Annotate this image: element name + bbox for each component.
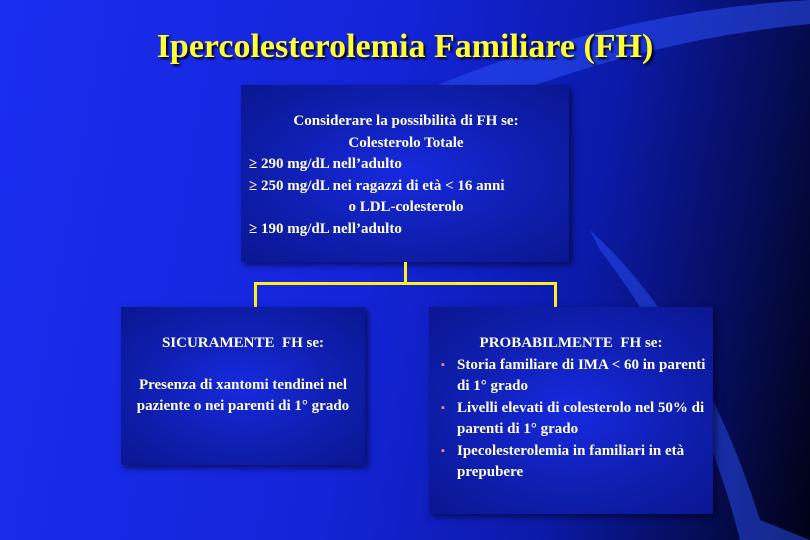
criteria-line-ldl: o LDL-colesterolo: [348, 199, 464, 215]
list-item: ▪ Storia familiare di IMA < 60 in parenti di 1° grado: [441, 356, 706, 394]
criteria-line-adult-ldl: ≥ 190 mg/dL nell’adulto: [249, 220, 402, 237]
connector-horizontal: [254, 282, 557, 285]
list-item: ▪ Livelli elevati di colesterolo nel 50% di parenti di 1° grado: [441, 399, 705, 437]
criteria-box: [241, 85, 569, 262]
certain-fh-heading: SICURAMENTE FH se:: [161, 335, 325, 351]
connector-vertical: [404, 262, 407, 284]
bullet-icon: ▪: [441, 401, 445, 414]
criteria-line-total: Colesterolo Totale: [348, 134, 464, 151]
criteria-heading: Considerare la possibilità di FH se:: [293, 113, 519, 129]
page-title: Ipercolesterolemia Familiare (FH): [156, 28, 654, 65]
criteria-line-adult-total: ≥ 290 mg/dL nell’adulto: [249, 156, 402, 172]
list-item: ▪ Ipecolesterolemia in familiari in età prepubere: [441, 442, 685, 480]
connector-left-drop: [254, 282, 257, 308]
bullet-icon: ▪: [441, 444, 445, 457]
probable-fh-box: [429, 307, 713, 514]
connector-right-drop: [554, 282, 557, 308]
probable-fh-heading: PROBABILMENTE FH se:: [479, 335, 663, 351]
criteria-line-children: ≥ 250 mg/dL nei ragazzi di età < 16 anni: [249, 177, 505, 194]
certain-fh-box: [121, 307, 365, 465]
certain-fh-text: Presenza di xantomi tendinei nel paziente o nei parenti di 1° grado: [136, 376, 350, 414]
probable-fh-list: [435, 355, 707, 484]
bullet-icon: ▪: [441, 358, 445, 371]
